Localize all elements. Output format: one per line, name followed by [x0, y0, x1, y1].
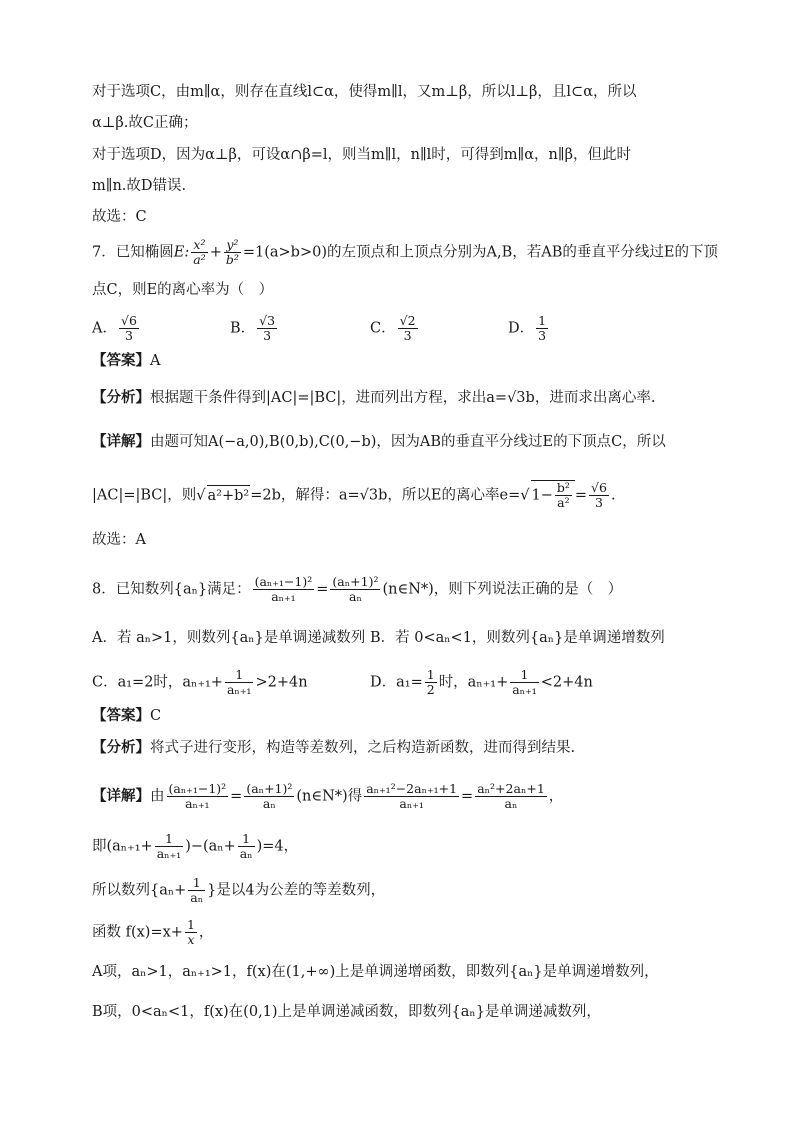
text-line: 故选：C	[92, 209, 147, 225]
text-line: α⊥β.故C正确；	[92, 115, 198, 131]
analysis-line: 【分析】将式子进行变形，构造等差数列，之后构造新函数，进而得到结果.	[92, 740, 576, 756]
text-line: 点C，则E的离心率为（ ）	[92, 282, 274, 298]
text-line: 故选：A	[92, 532, 146, 548]
answer-line: 【答案】C	[92, 708, 162, 724]
option-a: A．若 aₙ>1，则数列{aₙ}是单调递减数列	[92, 630, 366, 646]
option-c: C．a₁=2时，aₙ₊₁+ $\frac{1}{\text{aₙ₊₁}}$ >2+4n	[92, 667, 308, 697]
text-line: 对于选项C，由m∥α，则存在直线l⊂α，使得m∥l，又m⊥β，所以l⊥β，且l⊂α，所以	[92, 84, 637, 100]
option-d: D． $\frac{1}{3}$	[508, 313, 547, 343]
option-c: C． $\frac{√2}{3}$	[370, 313, 416, 343]
detail-line: 【详解】由 $\frac{\text{(aₙ₊₁−1)²}}{\text{aₙ₊₁}}$ = $\frac{\text{(aₙ+1)²}}{\text{aₙ}}$ (n∈N*)得 $\frac{\text{aₙ₊₁²−2aₙ₊₁+1}}{\text{aₙ₊₁}}$ = $\frac{\text{aₙ²+2aₙ+1}}{\text{aₙ}}$ ，	[92, 781, 564, 811]
text-line: m∥n.故D错误.	[92, 178, 187, 194]
question-8-stem: 8．已知数列{aₙ}满足： $\frac{\text{(aₙ₊₁−1)²}}{\text{aₙ₊₁}}$ = $\frac{\text{(aₙ+1)²}}{\text{aₙ}}$ (n∈N*)，则下列说法正确的是（ ）	[92, 574, 623, 604]
analysis-line: 【分析】根据题干条件得到|AC|=|BC|，进而列出方程，求出a=√3b，进而求出离心率.	[92, 390, 656, 406]
option-a: A． $\frac{√6}{3}$	[92, 313, 137, 343]
detail-line: 【详解】由题可知A(−a,0),B(0,b),C(0,−b)，因为AB的垂直平分线过E的下顶点C，所以	[92, 434, 666, 450]
option-b: B． $\frac{√3}{3}$	[230, 313, 276, 343]
text-line: A项，aₙ>1，aₙ₊₁>1，f(x)在(1,+∞)上是单调递增函数，即数列{aₙ}是单调递增数列，	[92, 964, 659, 980]
question-7-stem: 7．已知椭圆E: $\frac{\text{x²}}{\text{a²}}$ + $\frac{\text{y²}}{\text{b²}}$ =1(a>b>0)的左顶点和上顶点分别为A,B，若AB的垂直平分线过E的下顶	[92, 237, 718, 267]
answer-line: 【答案】A	[92, 353, 161, 369]
detail-line: 即(aₙ₊₁+ $\frac{1}{\text{aₙ₊₁}}$ )−(aₙ+ $\frac{1}{\text{aₙ}}$ )=4，	[92, 831, 299, 861]
option-b: B．若 0<aₙ<1，则数列{aₙ}是单调递增数列	[370, 630, 665, 646]
text-line: B项，0<aₙ<1，f(x)在(0,1)上是单调递减函数，即数列{aₙ}是单调递减数列，	[92, 1004, 601, 1020]
detail-line: 函数 f(x)=x+ $\frac{1}{x}$ ，	[92, 917, 214, 947]
detail-line: |AC|=|BC|，则√ a²+b²=2b，解得：a=√3b，所以E的离心率e=√ 1− $\frac{\text{b²}}{\text{a²}}$ = $\frac{√6}{3}$ .	[92, 480, 616, 510]
option-d: D．a₁= $\frac{1}{2}$ 时，aₙ₊₁+ $\frac{1}{\text{aₙ₊₁}}$ <2+4n	[370, 667, 593, 697]
text-line: 对于选项D，因为α⊥β，可设α∩β=l，则当m∥l，n∥l时，可得到m∥α，n∥β，但此时	[92, 147, 631, 163]
detail-line: 所以数列{aₙ+ $\frac{1}{\text{aₙ}}$ }是以4为公差的等差数列，	[92, 875, 386, 905]
